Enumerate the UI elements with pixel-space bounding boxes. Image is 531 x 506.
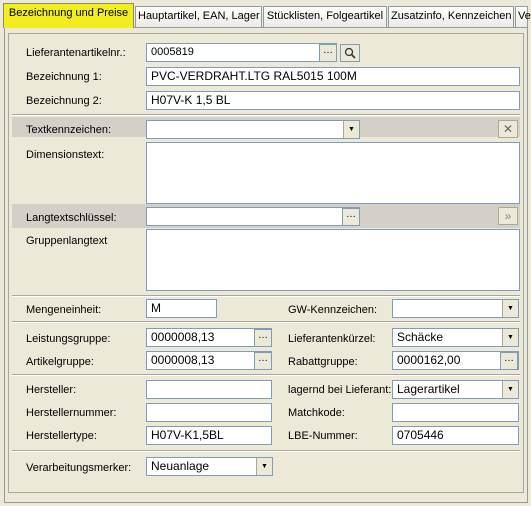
lagernd-dropdown[interactable]: [392, 380, 519, 399]
leistungsgruppe-field[interactable]: 0000008,13: [146, 328, 272, 347]
label-lieferantenkuerzel: Lieferantenkürzel:: [288, 333, 376, 345]
bezeichnung2-field[interactable]: H07V-K 1,5 BL: [146, 91, 520, 110]
leistungsgruppe-lookup-button[interactable]: …: [254, 329, 272, 347]
label-leistungsgruppe: Leistungsgruppe:: [26, 333, 111, 345]
lieferantenkuerzel-dropdown[interactable]: [392, 328, 519, 347]
label-bezeichnung2: Bezeichnung 2:: [26, 95, 102, 107]
label-lbenummer: LBE-Nummer:: [288, 430, 358, 442]
chevron-down-icon[interactable]: ▼: [256, 458, 272, 475]
dimensionstext-textarea[interactable]: [146, 142, 520, 204]
tab-zusatzinfo-kennzeichen[interactable]: Zusatzinfo, Kennzeichen: [388, 6, 514, 27]
label-verarbeitungsmerker: Verarbeitungsmerker:: [26, 462, 132, 474]
label-herstellertype: Herstellertype:: [26, 430, 97, 442]
tab-ve[interactable]: Ve: [515, 6, 528, 27]
verarbeitungsmerker-value: Neuanlage: [151, 459, 210, 473]
mengeneinheit-field[interactable]: M: [146, 299, 217, 318]
label-lieferantenartikelnr: Lieferantenartikelnr.:: [26, 47, 126, 59]
tab-bezeichnung-und-preise[interactable]: Bezeichnung und Preise: [3, 3, 134, 28]
bezeichnung1-field[interactable]: PVC-VERDRAHT.LTG RAL5015 100M: [146, 67, 520, 86]
gwkennzeichen-dropdown[interactable]: [392, 299, 519, 318]
lieferantenartikelnr-lookup-button[interactable]: …: [319, 44, 337, 62]
divider: [12, 321, 520, 323]
artikelgruppe-field[interactable]: 0000008,13: [146, 351, 272, 370]
label-mengeneinheit: Mengeneinheit:: [26, 304, 102, 316]
label-lagernd: lagernd bei Lieferant:: [288, 384, 392, 396]
chevron-down-icon[interactable]: ▼: [502, 300, 518, 317]
chevron-down-icon[interactable]: ▼: [502, 381, 518, 398]
label-dimensionstext: Dimensionstext:: [26, 149, 105, 161]
delete-x-icon[interactable]: ✕: [498, 120, 518, 138]
search-icon[interactable]: [340, 44, 360, 62]
gruppenlangtext-textarea[interactable]: [146, 229, 520, 291]
label-matchkode: Matchkode:: [288, 407, 345, 419]
lieferantenartikelnr-field[interactable]: 0005819: [146, 43, 337, 62]
chevron-down-icon[interactable]: ▼: [343, 121, 359, 138]
tab-stuecklisten-folgeartikel[interactable]: Stücklisten, Folgeartikel: [263, 6, 387, 27]
label-artikelgruppe: Artikelgruppe:: [26, 356, 94, 368]
lbenummer-field[interactable]: 0705446: [392, 426, 519, 445]
tab-strip: [0, 0, 531, 28]
rabattgruppe-field[interactable]: 0000162,00: [392, 351, 519, 370]
label-langtextschluessel: Langtextschlüssel:: [26, 212, 117, 224]
chevron-down-icon[interactable]: ▼: [502, 329, 518, 346]
double-arrow-right-icon[interactable]: »: [498, 207, 518, 225]
langtextschluessel-lookup-button[interactable]: …: [342, 208, 360, 226]
divider: [12, 374, 520, 376]
divider: [12, 295, 520, 297]
hersteller-field[interactable]: [146, 380, 272, 399]
matchkode-field[interactable]: [392, 403, 519, 422]
label-rabattgruppe: Rabattgruppe:: [288, 356, 358, 368]
herstellertype-field[interactable]: H07V-K1,5BL: [146, 426, 272, 445]
divider: [12, 114, 520, 116]
label-gwkennzeichen: GW-Kennzeichen:: [288, 304, 378, 316]
label-textkennzeichen: Textkennzeichen:: [26, 124, 111, 136]
textkennzeichen-dropdown[interactable]: [146, 120, 360, 139]
label-herstellernummer: Herstellernummer:: [26, 407, 117, 419]
divider: [12, 450, 520, 452]
lieferantenkuerzel-value: Schäcke: [397, 330, 444, 344]
rabattgruppe-lookup-button[interactable]: …: [500, 352, 518, 370]
tab-hauptartikel-ean-lager[interactable]: Hauptartikel, EAN, Lager: [135, 6, 262, 27]
verarbeitungsmerker-dropdown[interactable]: [146, 457, 273, 476]
label-hersteller: Hersteller:: [26, 384, 77, 396]
langtextschluessel-field[interactable]: [146, 207, 360, 226]
artikelgruppe-lookup-button[interactable]: …: [254, 352, 272, 370]
herstellernummer-field[interactable]: [146, 403, 272, 422]
label-gruppenlangtext: Gruppenlangtext: [26, 235, 108, 247]
label-bezeichnung1: Bezeichnung 1:: [26, 71, 102, 83]
lagernd-value: Lagerartikel: [397, 382, 460, 396]
